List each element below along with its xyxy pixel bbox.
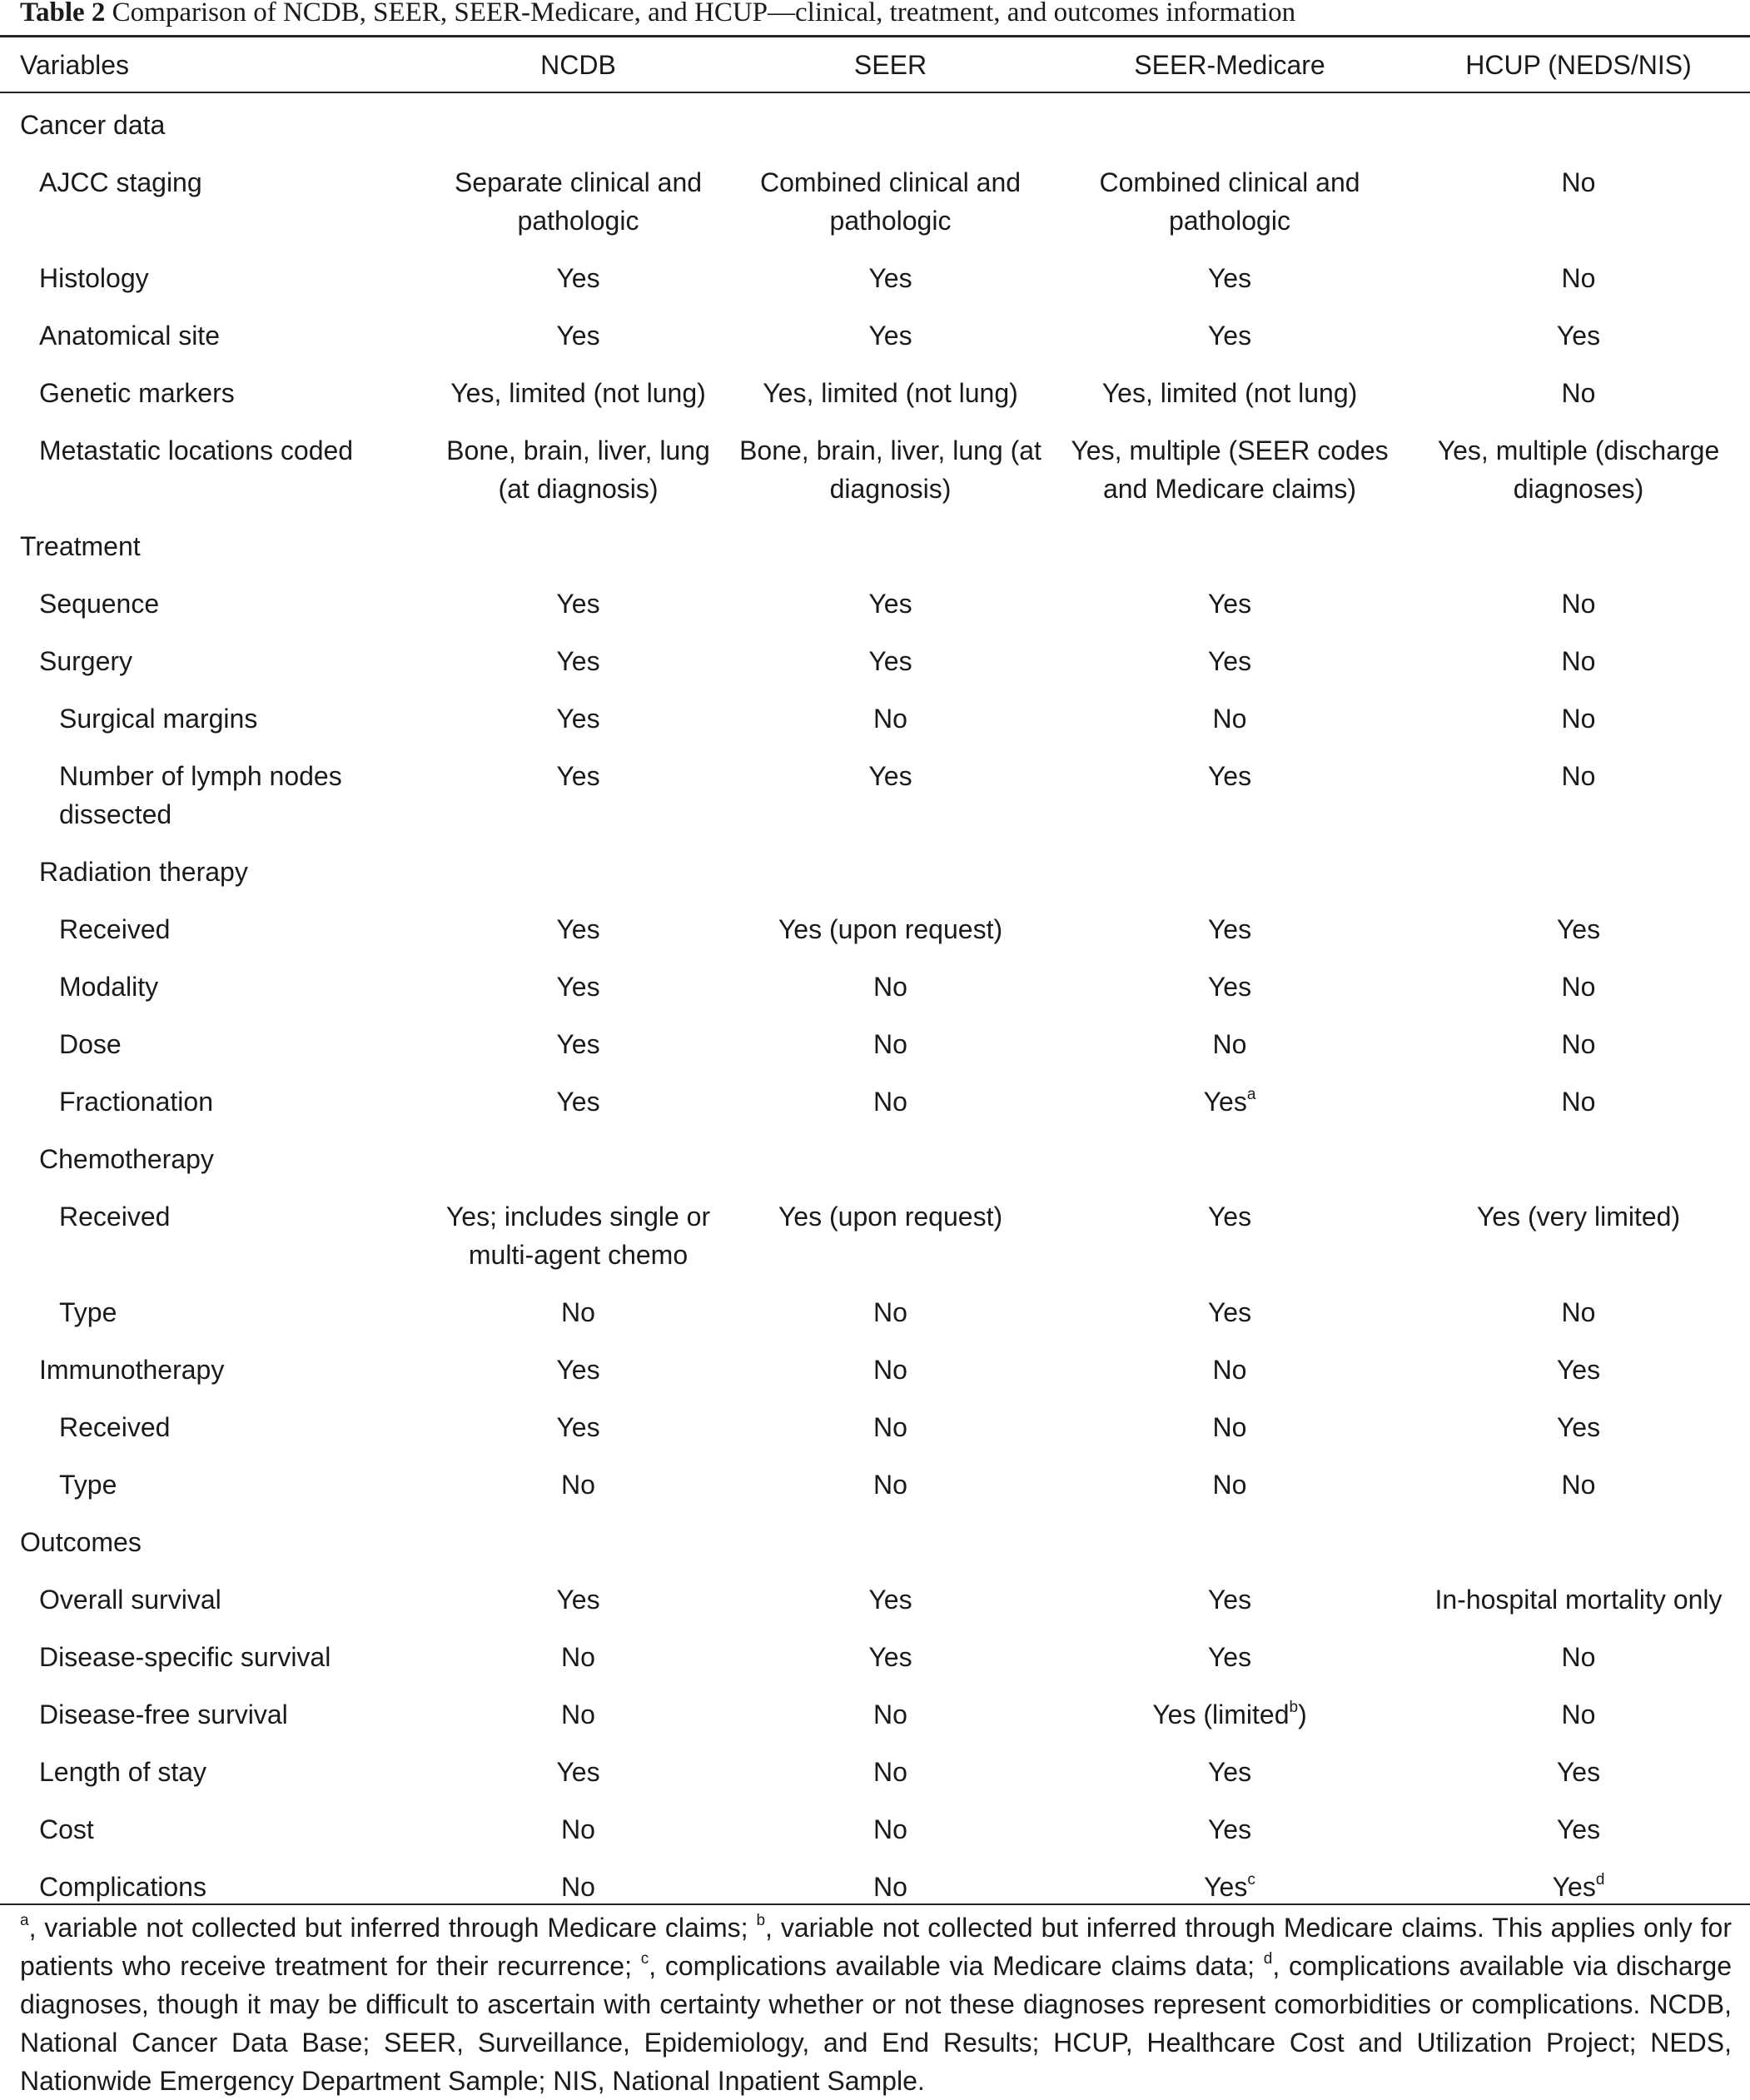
table-row [0,1178,1750,1274]
cell-seer: Yes [868,589,912,619]
variable-label: Chemotherapy [39,1144,214,1174]
table-row [0,297,1750,355]
table-row [0,508,1750,565]
cell-seer-medicare: Yes, limited (not lung) [1101,378,1358,408]
table-row [0,1504,1750,1561]
cell-ncdb: Yes [556,589,600,619]
table-row [0,412,1750,508]
footnote-text: , complications available via discharge diagnoses, though it may be difficult to ascertain with certainty whether or not these diagnoses represent comorbidities or complications. NCDB, National Cancer Data Base; SEER, Surveillance, Epidemiology, and End Results; HCUP, Healthcare Cost and Utilization Project; NEDS, Nationwide Emergency Department Sample; NIS, National Inpatient Sample. [20,1951,1733,2096]
cell-seer: Yes, limited (not lung) [763,378,1018,408]
cell-seer-medicare: Yes$^c$ [1204,1871,1255,1902]
cell-hcup: No [1561,972,1596,1002]
cell-seer-medicare: Yes [1207,1202,1252,1232]
footnote-marker: c [640,1950,649,1968]
cell-ncdb [428,1121,728,1178]
section-label: Cancer data [20,110,166,140]
cell-seer-medicare: Yes [1207,761,1252,791]
footnote-text: , complications available via Medicare claims data; [649,1951,1264,1981]
variable-label: Surgical margins [59,704,258,734]
footnote-marker: c [1247,1871,1255,1889]
table-row [0,144,1750,240]
cell-hcup: No [1561,263,1596,293]
cell-hcup: Yes [1556,1355,1601,1385]
cell-ncdb: Yes [556,704,600,734]
cell-seer [728,93,1052,144]
cell-hcup: No [1561,1642,1596,1672]
cell-hcup [1407,1121,1750,1178]
cell-hcup: Yes [1556,1412,1601,1442]
cell-ncdb: Yes [556,646,600,676]
cell-seer: No [873,972,907,1002]
variable-label: Histology [39,263,149,293]
cell-ncdb: Yes [556,1585,600,1615]
cell-hcup: No [1561,1699,1596,1729]
table-row [0,1121,1750,1178]
cell-hcup: No [1561,1470,1596,1500]
cell-seer: Yes [868,1585,912,1615]
cell-seer: No [873,1355,907,1385]
cell-ncdb: Yes [556,263,600,293]
cell-hcup: Yes [1556,1814,1601,1844]
variable-label: Type [59,1297,117,1327]
variable-label: Cost [39,1814,94,1844]
cell-seer: Yes [868,263,912,293]
section-label: Treatment [20,531,141,561]
column-header-seer: SEER [853,50,927,80]
cell-ncdb: Yes [556,321,600,351]
cell-seer: Combined clinical and pathologic [759,167,1022,236]
table-row [0,623,1750,680]
cell-seer: Yes [868,321,912,351]
cell-seer: Yes [868,646,912,676]
cell-seer: No [873,704,907,734]
table-row [0,1063,1750,1121]
cell-hcup: No [1561,1297,1596,1327]
variable-label: Modality [59,972,159,1002]
variable-label: Received [59,1202,171,1232]
cell-seer-medicare: Yes [1207,1297,1252,1327]
cell-seer: Yes (upon request) [778,1202,1003,1232]
cell-seer-medicare: Yes [1207,972,1252,1002]
cell-seer-medicare: No [1212,1355,1247,1385]
table-row [0,1561,1750,1619]
variable-label: Received [59,1412,171,1442]
cell-ncdb: No [561,1872,595,1902]
cell-ncdb: Separate clinical and pathologic [454,167,703,236]
column-header-hcup: HCUP (NEDS/NIS) [1465,50,1692,80]
cell-seer-medicare: No [1212,1029,1247,1059]
table-row [0,1734,1750,1791]
cell-seer-medicare [1052,834,1407,891]
footnote-text: , variable not collected but inferred through Medicare claims. This applies only for patients who receive treatment for their recurrence; [20,1913,1733,1981]
table-header [0,37,1750,92]
cell-seer: No [873,1814,907,1844]
cell-ncdb: Yes [556,761,600,791]
table-title: Comparison of NCDB, SEER, SEER-Medicare, and HCUP—clinical, treatment, and outcomes information [112,0,1296,27]
table-row [0,1006,1750,1063]
cell-hcup: No [1561,761,1596,791]
cell-seer [728,1121,1052,1178]
cell-seer-medicare [1052,1504,1407,1561]
cell-seer-medicare: Yes$^a$ [1203,1086,1256,1117]
cell-ncdb: No [561,1699,595,1729]
table-row [0,1676,1750,1734]
footnote-text: , variable not collected but inferred through Medicare claims; [28,1913,757,1943]
cell-ncdb: Yes [556,914,600,944]
table-body [0,93,1750,1915]
cell-seer: Bone, brain, liver, lung (at diagnosis) [739,435,1042,504]
cell-ncdb: No [561,1297,595,1327]
cell-seer-medicare: Yes [1207,1642,1252,1672]
cell-seer: Yes [868,1642,912,1672]
cell-seer: No [873,1699,907,1729]
variable-label: Radiation therapy [39,857,248,887]
cell-seer: No [873,1757,907,1787]
cell-hcup [1407,93,1750,144]
cell-seer-medicare: Yes [1207,589,1252,619]
cell-seer: No [873,1029,907,1059]
cell-hcup: No [1561,1087,1596,1117]
cell-ncdb: Bone, brain, liver, lung (at diagnosis) [446,435,710,504]
footnote-marker: b [756,1912,766,1929]
cell-seer-medicare: Yes [1207,646,1252,676]
cell-ncdb [428,834,728,891]
cell-seer: Yes [868,761,912,791]
table-row [0,1446,1750,1504]
footnote-marker: d [1263,1950,1273,1968]
table-row [0,948,1750,1006]
cell-hcup: Yes (very limited) [1476,1202,1681,1232]
table-row [0,93,1750,144]
table-row [0,680,1750,738]
variable-label: Overall survival [39,1585,221,1615]
table-row [0,1791,1750,1849]
variable-label: AJCC staging [39,167,202,197]
cell-seer-medicare: Yes [1207,1757,1252,1787]
cell-ncdb: Yes [556,1087,600,1117]
cell-seer-medicare: No [1212,1412,1247,1442]
table-row [0,738,1750,834]
table-label: Table 2 [20,0,106,27]
variable-label: Fractionation [59,1087,213,1117]
table-row [0,1389,1750,1446]
cell-ncdb: Yes [556,1029,600,1059]
table-row [0,1331,1750,1389]
cell-seer-medicare: Yes [1207,1585,1252,1615]
cell-ncdb: No [561,1470,595,1500]
cell-hcup: Yes, multiple (discharge diagnoses) [1437,435,1720,504]
cell-seer: No [873,1412,907,1442]
variable-label: Surgery [39,646,133,676]
cell-seer [728,834,1052,891]
cell-seer-medicare: Yes [1207,1814,1252,1844]
table-row [0,1849,1750,1915]
cell-ncdb: Yes [556,1757,600,1787]
cell-hcup [1407,834,1750,891]
variable-label: Disease-specific survival [39,1642,331,1672]
cell-seer-medicare: Yes (limited$^b$) [1152,1699,1307,1729]
footnote-marker: b [1289,1699,1299,1716]
variable-label: Type [59,1470,117,1500]
cell-hcup: No [1561,1029,1596,1059]
cell-ncdb [428,1504,728,1561]
cell-hcup: Yes$^d$ [1552,1871,1605,1902]
table-row [0,355,1750,412]
cell-seer-medicare: Yes [1207,263,1252,293]
cell-seer-medicare: Combined clinical and pathologic [1099,167,1360,236]
cell-hcup: No [1561,378,1596,408]
variable-label: Anatomical site [39,321,220,351]
cell-hcup: No [1561,167,1596,197]
variable-label: Metastatic locations coded [39,435,354,465]
comparison-table [0,93,1750,1915]
cell-hcup: Yes [1556,1757,1601,1787]
cell-ncdb: Yes; includes single or multi-agent chemo [445,1202,711,1270]
cell-hcup: No [1561,589,1596,619]
cell-seer-medicare: Yes [1207,914,1252,944]
cell-hcup: Yes [1556,321,1601,351]
table-row [0,1274,1750,1331]
cell-seer-medicare: No [1212,704,1247,734]
cell-ncdb: Yes [556,972,600,1002]
cell-ncdb: Yes [556,1412,600,1442]
variable-label: Complications [39,1872,206,1902]
cell-hcup: Yes [1556,914,1601,944]
variable-label: Immunotherapy [39,1355,225,1385]
cell-ncdb: Yes [556,1355,600,1385]
cell-seer: No [873,1087,907,1117]
table-row [0,891,1750,948]
section-label: Outcomes [20,1527,142,1557]
cell-hcup [1407,508,1750,565]
footnote-marker: a [20,1912,29,1929]
variable-label: Dose [59,1029,122,1059]
variable-label: Number of lymph nodes dissected [59,761,342,829]
cell-seer-medicare [1052,93,1407,144]
variable-label: Genetic markers [39,378,235,408]
column-header-seer-medicare: SEER-Medicare [1134,50,1325,80]
cell-ncdb [428,93,728,144]
cell-ncdb [428,508,728,565]
cell-seer-medicare: Yes [1207,321,1252,351]
cell-seer-medicare [1052,1121,1407,1178]
cell-seer-medicare: Yes, multiple (SEER codes and Medicare claims) [1071,435,1389,504]
footnote-marker: d [1595,1871,1605,1889]
cell-seer: No [873,1872,907,1902]
cell-seer: Yes (upon request) [778,914,1003,944]
table-row [0,565,1750,623]
footnote-marker: a [1246,1086,1256,1103]
column-header-variables: Variables [20,50,130,80]
table-caption [20,0,1295,30]
table-row [0,240,1750,297]
cell-seer [728,1504,1052,1561]
cell-seer-medicare: No [1212,1470,1247,1500]
column-header-ncdb: NCDB [540,50,616,80]
variable-label: Disease-free survival [39,1699,288,1729]
cell-hcup: No [1561,704,1596,734]
table-footnote [20,1908,1732,2100]
cell-seer-medicare [1052,508,1407,565]
cell-ncdb: Yes, limited (not lung) [450,378,706,408]
cell-seer: No [873,1297,907,1327]
variable-label: Received [59,914,171,944]
variable-label: Length of stay [39,1757,207,1787]
cell-seer [728,508,1052,565]
table-row [0,834,1750,891]
cell-seer: No [873,1470,907,1500]
cell-ncdb: No [561,1642,595,1672]
cell-hcup [1407,1504,1750,1561]
table-row [0,1619,1750,1676]
cell-ncdb: No [561,1814,595,1844]
cell-hcup: No [1561,646,1596,676]
variable-label: Sequence [39,589,160,619]
cell-hcup: In-hospital mortality only [1434,1585,1723,1615]
bottom-rule [0,1903,1750,1905]
